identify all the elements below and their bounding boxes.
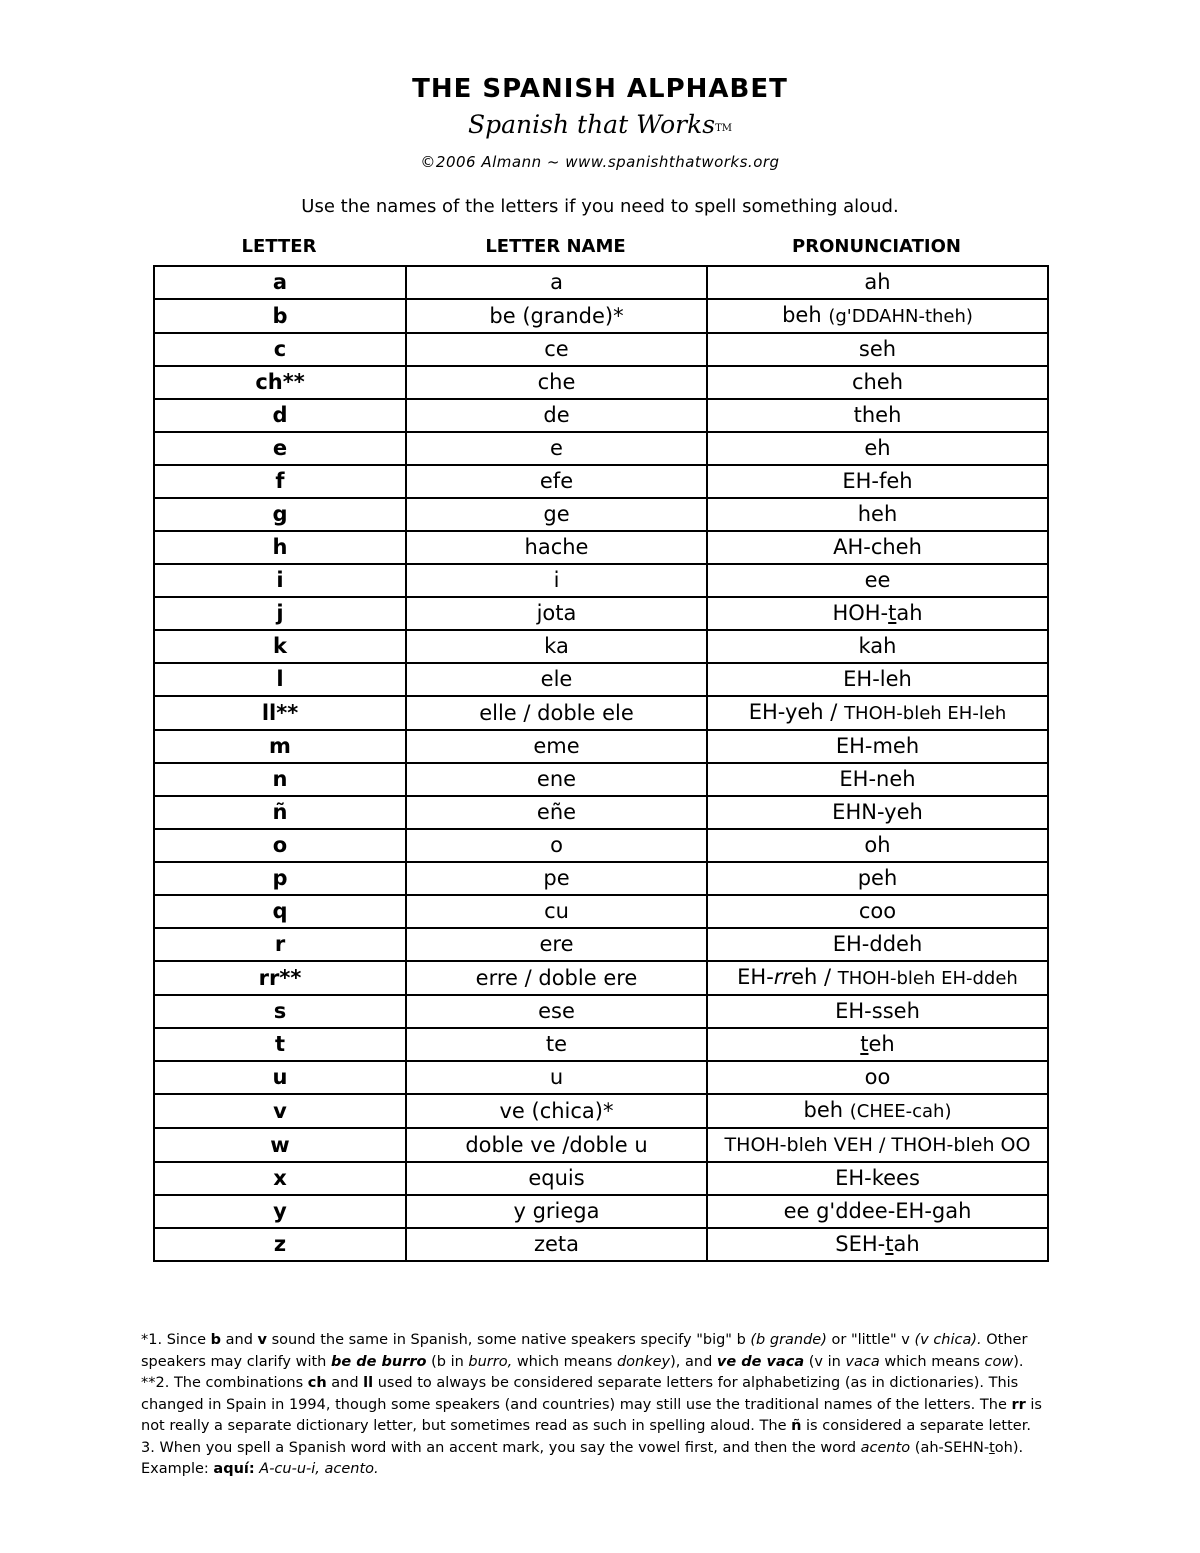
table-row [154,1061,1048,1094]
letter-cell: u [154,1061,406,1094]
pronunciation-text: ee [864,568,891,592]
pronunciation-text: beh [782,303,822,327]
fn1-italic: donkey [616,1353,671,1370]
pronunciation-cell [707,1162,1048,1195]
pronunciation-cell [707,399,1048,432]
fn2-text: is considered a separate letter. [801,1418,1031,1434]
pronunciation-cell [707,1195,1048,1228]
letter-cell: o [154,829,406,862]
pronunciation-text: EH-feh [842,469,913,493]
letter-name-cell: o [406,829,707,862]
letter-cell: n [154,763,406,796]
letter-cell: p [154,862,406,895]
pronunciation-underlined: t [860,1032,869,1056]
column-header-pronunciation: PRONUNCIATION [792,236,961,257]
fn1-italic: (v chica). [914,1332,982,1348]
letter-cell: b [154,299,406,333]
pronunciation-italic: rr [773,965,792,989]
letter-name-cell: doble ve /doble u [406,1128,707,1162]
pronunciation-text: EH-leh [843,667,912,691]
fn1-text: sound the same in Spanish, some native speakers specify "big" b [266,1332,751,1348]
fn1-text: ), and [670,1353,717,1370]
fn1-text: which means [879,1353,985,1370]
fn1-italic: cow [984,1353,1014,1370]
letter-cell: g [154,498,406,531]
table-row [154,796,1048,829]
fn1-italic: (b grande) [750,1332,827,1348]
pronunciation-secondary: (g'DDAHN-theh) [828,306,973,327]
fn2-text: is not really a separate dictionary letter, but sometimes read as such in spelling aloud. The [141,1396,1042,1434]
fn1-bold: b [210,1332,222,1348]
table-row [154,961,1048,995]
letter-name-cell: efe [406,465,707,498]
fn1-bold-italic: ve de vaca [716,1353,805,1370]
letter-cell: ñ [154,796,406,829]
pronunciation-cell [707,299,1048,333]
letter-name-cell: elle / doble ele [406,696,707,730]
letter-name-cell: equis [406,1162,707,1195]
fn1-bold-italic: be de burro [330,1353,427,1370]
table-row [154,432,1048,465]
letter-cell: z [154,1228,406,1261]
letter-cell: r [154,928,406,961]
table-row [154,333,1048,366]
letter-name-cell: u [406,1061,707,1094]
pronunciation-cell [707,266,1048,299]
letter-cell: q [154,895,406,928]
pronunciation-cell [707,1028,1048,1061]
pronunciation-text: eh [868,1032,895,1056]
letter-name-cell: hache [406,531,707,564]
table-row [154,630,1048,663]
table-row [154,730,1048,763]
pronunciation-text: ah [864,270,891,294]
fn1-text: *1. Since [141,1332,211,1348]
fn1-text: ). [1013,1353,1024,1370]
pronunciation-text: EH-sseh [835,999,920,1023]
table-row [154,597,1048,630]
letter-name-cell: i [406,564,707,597]
fn3-text: (ah-SEHN- [910,1439,990,1456]
fn3-italic: A-cu-u-i, acento. [259,1461,379,1477]
fn3-italic: acento [860,1439,911,1456]
table-row [154,531,1048,564]
table-row [154,465,1048,498]
pronunciation-text: beh [803,1098,844,1122]
pronunciation-text: ee g'ddee-EH-gah [783,1199,972,1223]
letter-name-cell: ere [406,928,707,961]
pronunciation-cell [707,366,1048,399]
table-row [154,862,1048,895]
letter-cell: l [154,663,406,696]
letter-cell: m [154,730,406,763]
letter-name-cell: ce [406,333,707,366]
pronunciation-cell [707,829,1048,862]
letter-cell: c [154,333,406,366]
pronunciation-text: heh [857,502,898,526]
letter-name-cell: ene [406,763,707,796]
pronunciation-cell [707,597,1048,630]
table-body [154,266,1048,1261]
letter-name-cell: ka [406,630,707,663]
fn1-italic: burro, [468,1353,513,1370]
pronunciation-cell [707,796,1048,829]
letter-name-cell: y griega [406,1195,707,1228]
letter-cell: f [154,465,406,498]
pronunciation-text: EH- [737,965,774,989]
table-row [154,498,1048,531]
letter-cell: j [154,597,406,630]
pronunciation-cell [707,663,1048,696]
table-row [154,763,1048,796]
fn3-text: Example: [141,1461,214,1477]
letter-name-cell: jota [406,597,707,630]
pronunciation-cell [707,696,1048,730]
letter-cell: t [154,1028,406,1061]
letter-cell: ll** [154,696,406,730]
fn1-text: and [221,1332,258,1348]
letter-name-cell: de [406,399,707,432]
table-row [154,928,1048,961]
fn2-bold: ll [363,1375,374,1391]
pronunciation-text: EH-neh [839,767,916,791]
letter-name-cell: ele [406,663,707,696]
pronunciation-cell [707,564,1048,597]
pronunciation-cell [707,531,1048,564]
pronunciation-text: coo [858,899,897,923]
letter-cell: d [154,399,406,432]
column-header-letter: LETTER [241,236,317,257]
fn1-italic: vaca [845,1353,880,1370]
letter-name-cell: eñe [406,796,707,829]
letter-cell: i [154,564,406,597]
fn1-text: which means [512,1353,617,1370]
fn2-bold: ñ [791,1418,802,1434]
table-row [154,266,1048,299]
letter-cell: s [154,995,406,1028]
table-row [154,1028,1048,1061]
pronunciation-text: seh [858,337,897,361]
pronunciation-cell [707,961,1048,995]
letter-cell: w [154,1128,406,1162]
footnote-1 [141,1330,1061,1373]
letter-name-cell: ese [406,995,707,1028]
pronunciation-text: oo [864,1065,891,1089]
fn3-text: oh). [994,1439,1024,1456]
pronunciation-cell [707,1128,1048,1162]
fn1-text: or "little" v [826,1332,915,1348]
pronunciation-secondary: THOH-bleh EH-leh [844,703,1007,724]
pronunciation-text: ah [893,1232,920,1256]
letter-name-cell: ge [406,498,707,531]
trademark: TM [715,123,732,134]
fn1-bold: v [257,1332,267,1348]
alphabet-table [153,265,1049,1262]
pronunciation-text: EHN-yeh [832,800,923,824]
pronunciation-text: ah [896,601,923,625]
pronunciation-text: EH-ddeh [832,932,923,956]
table-row [154,299,1048,333]
table-row [154,1162,1048,1195]
pronunciation-text: eh / [791,965,832,989]
pronunciation-text: AH-cheh [833,535,922,559]
table-row [154,366,1048,399]
letter-cell: x [154,1162,406,1195]
column-headers [153,236,1047,258]
footnote-3 [141,1438,1061,1460]
letter-name-cell: che [406,366,707,399]
pronunciation-cell [707,895,1048,928]
table-row [154,1094,1048,1128]
pronunciation-secondary: THOH-bleh VEH / THOH-bleh OO [724,1134,1031,1156]
table-row [154,829,1048,862]
pronunciation-text: EH-yeh / [748,700,838,724]
letter-name-cell: te [406,1028,707,1061]
footnotes [141,1330,1061,1481]
letter-name-cell: a [406,266,707,299]
subtitle-text: Spanish that Works [468,110,716,139]
letter-name-cell: pe [406,862,707,895]
fn2-text: used to always be considered separate letters for alphabetizing (as in dictionaries). This changed in Spain in 1994, though some speakers (and countries) may still use the traditional names of the letters. The [141,1375,1019,1413]
pronunciation-cell [707,1228,1048,1261]
subtitle [0,110,1200,139]
letter-cell: v [154,1094,406,1128]
pronunciation-text: oh [864,833,891,857]
pronunciation-cell [707,730,1048,763]
fn2-text: and [326,1375,364,1391]
pronunciation-text: kah [858,634,897,658]
fn1-text: (v in [804,1353,846,1370]
pronunciation-text: eh [864,436,891,460]
pronunciation-secondary: (CHEE-cah) [849,1101,952,1122]
pronunciation-cell [707,498,1048,531]
letter-cell: ch** [154,366,406,399]
letter-name-cell: eme [406,730,707,763]
footnote-2 [141,1373,1061,1438]
letter-cell: rr** [154,961,406,995]
table-row [154,399,1048,432]
column-header-letter-name: LETTER NAME [485,236,626,257]
pronunciation-underlined: t [888,601,897,625]
intro-text: Use the names of the letters if you need to spell something aloud. [301,196,899,217]
pronunciation-cell [707,1094,1048,1128]
table-row [154,696,1048,730]
letter-cell: h [154,531,406,564]
fn2-text: **2. The combinations [141,1375,308,1391]
table-row [154,1128,1048,1162]
letter-name-cell: cu [406,895,707,928]
letter-cell: k [154,630,406,663]
table-row [154,995,1048,1028]
fn1-text: Other speakers may clarify with [141,1332,1028,1370]
pronunciation-cell [707,928,1048,961]
letter-name-cell: zeta [406,1228,707,1261]
letter-name-cell: be (grande)* [406,299,707,333]
pronunciation-text: peh [857,866,898,890]
letter-cell: y [154,1195,406,1228]
pronunciation-text: EH-kees [835,1166,920,1190]
pronunciation-cell [707,862,1048,895]
pronunciation-text: HOH- [832,601,889,625]
page-title: THE SPANISH ALPHABET [412,74,788,104]
fn1-text: (b in [426,1353,469,1370]
pronunciation-secondary: THOH-bleh EH-ddeh [837,968,1018,989]
table-row [154,1195,1048,1228]
letter-cell: e [154,432,406,465]
table-row [154,895,1048,928]
pronunciation-text: theh [853,403,902,427]
table-row [154,564,1048,597]
pronunciation-cell [707,630,1048,663]
footnote-example [141,1459,1061,1481]
letter-name-cell: erre / doble ere [406,961,707,995]
fn2-bold: rr [1011,1396,1026,1413]
letter-name-cell: e [406,432,707,465]
pronunciation-text: cheh [851,370,904,394]
fn3-underline: t [989,1439,995,1456]
pronunciation-text: SEH- [835,1232,886,1256]
pronunciation-cell [707,333,1048,366]
pronunciation-cell [707,763,1048,796]
table-row [154,663,1048,696]
pronunciation-cell [707,465,1048,498]
copyright-line: ©2006 Almann ~ www.spanishthatworks.org [420,153,780,171]
pronunciation-cell [707,432,1048,465]
letter-cell: a [154,266,406,299]
pronunciation-underlined: t [885,1232,894,1256]
table-row [154,1228,1048,1261]
letter-name-cell: ve (chica)* [406,1094,707,1128]
fn3-text: 3. When you spell a Spanish word with an accent mark, you say the vowel first, and then the word [141,1439,861,1456]
pronunciation-cell [707,995,1048,1028]
pronunciation-text: EH-meh [835,734,920,758]
fn2-bold: ch [307,1375,327,1391]
fn3-bold: aquí: [213,1461,255,1477]
pronunciation-cell [707,1061,1048,1094]
